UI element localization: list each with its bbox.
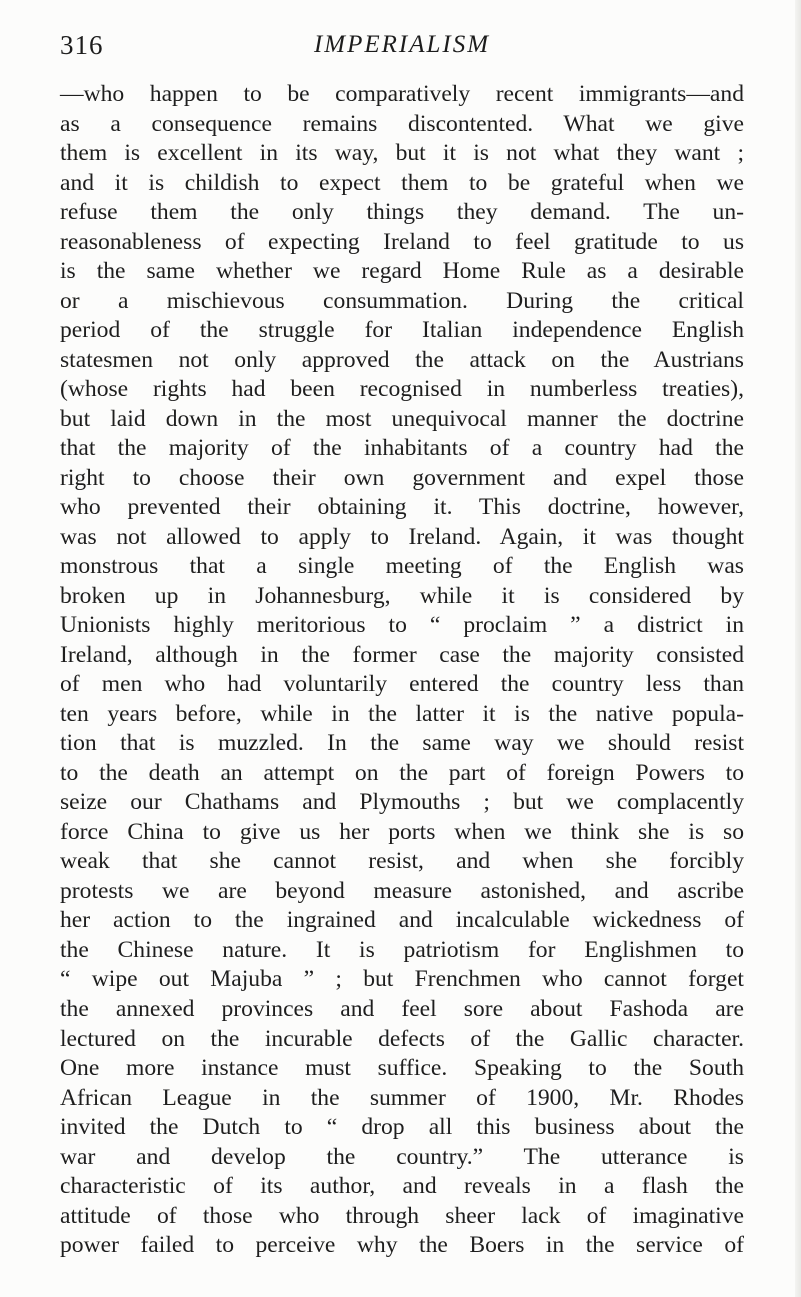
text-line: force China to give us her ports when we think she is so — [60, 818, 744, 845]
text-line: —who happen to be comparatively recent immigrants—and — [60, 81, 744, 107]
text-line: period of the struggle for Italian independence English — [60, 317, 744, 344]
text-line: protests we are beyond measure astonished, and ascribe — [60, 877, 744, 904]
page-number: 316 — [60, 30, 104, 60]
text-line: broken up in Johannesburg, while it is considered by — [60, 582, 744, 609]
text-line: (whose rights had been recognised in numberless treaties), — [60, 376, 744, 403]
text-line: characteristic of its author, and reveals in a flash the — [60, 1173, 744, 1200]
text-line: tion that is muzzled. In the same way we should resist — [60, 730, 744, 757]
text-line: Unionists highly meritorious to “ proclaim ” a district in — [60, 612, 744, 639]
text-line: was not allowed to apply to Ireland. Again, it was thought — [60, 523, 744, 550]
text-line: or a mischievous consummation. During the critical — [60, 287, 744, 314]
text-line: who prevented their obtaining it. This doctrine, however, — [60, 494, 744, 521]
body-text — [60, 80, 744, 1261]
text-line: invited the Dutch to “ drop all this business about the — [60, 1114, 744, 1141]
text-line: war and develop the country.” The utterance is — [60, 1143, 744, 1170]
page-edge — [795, 0, 801, 1297]
text-line: Ireland, although in the former case the majority consisted — [60, 641, 744, 668]
text-line: them is excellent in its way, but it is not what they want ; — [60, 140, 744, 167]
running-title: IMPERIALISM — [313, 31, 491, 58]
text-line: her action to the ingrained and incalculable wickedness of — [60, 907, 744, 934]
running-head — [60, 30, 744, 70]
text-line: right to choose their own government and expel those — [60, 464, 744, 491]
text-line: is the same whether we regard Home Rule as a desirable — [60, 258, 744, 285]
text-line: to the death an attempt on the part of foreign Powers to — [60, 759, 744, 786]
text-line: that the majority of the inhabitants of a country had the — [60, 435, 744, 462]
text-line: statesmen not only approved the attack on the Austrians — [60, 346, 744, 373]
text-line: but laid down in the most unequivocal manner the doctrine — [60, 405, 744, 432]
text-line: and it is childish to expect them to be grateful when we — [60, 169, 744, 196]
text-line: seize our Chathams and Plymouths ; but we complacently — [60, 789, 744, 816]
text-line: refuse them the only things they demand. The un- — [60, 199, 744, 226]
text-line: monstrous that a single meeting of the English was — [60, 553, 744, 580]
text-line: reasonableness of expecting Ireland to feel gratitude to us — [60, 228, 744, 255]
text-line: African League in the summer of 1900, Mr. Rhodes — [60, 1084, 744, 1111]
text-line: “ wipe out Majuba ” ; but Frenchmen who cannot forget — [60, 966, 744, 993]
text-line: of men who had voluntarily entered the country less than — [60, 671, 744, 698]
text-line: attitude of those who through sheer lack of imaginative — [60, 1202, 744, 1229]
text-line: the annexed provinces and feel sore about Fashoda are — [60, 995, 744, 1022]
text-line: ten years before, while in the latter it is the native popula- — [60, 700, 744, 727]
text-line: One more instance must suffice. Speaking to the South — [60, 1055, 744, 1082]
text-line: lectured on the incurable defects of the Gallic character. — [60, 1025, 744, 1052]
text-line: weak that she cannot resist, and when she forcibly — [60, 848, 744, 875]
text-line: the Chinese nature. It is patriotism for Englishmen to — [60, 936, 744, 963]
text-line: as a consequence remains discontented. What we give — [60, 110, 744, 137]
text-line: power failed to perceive why the Boers in the service of — [60, 1232, 744, 1259]
